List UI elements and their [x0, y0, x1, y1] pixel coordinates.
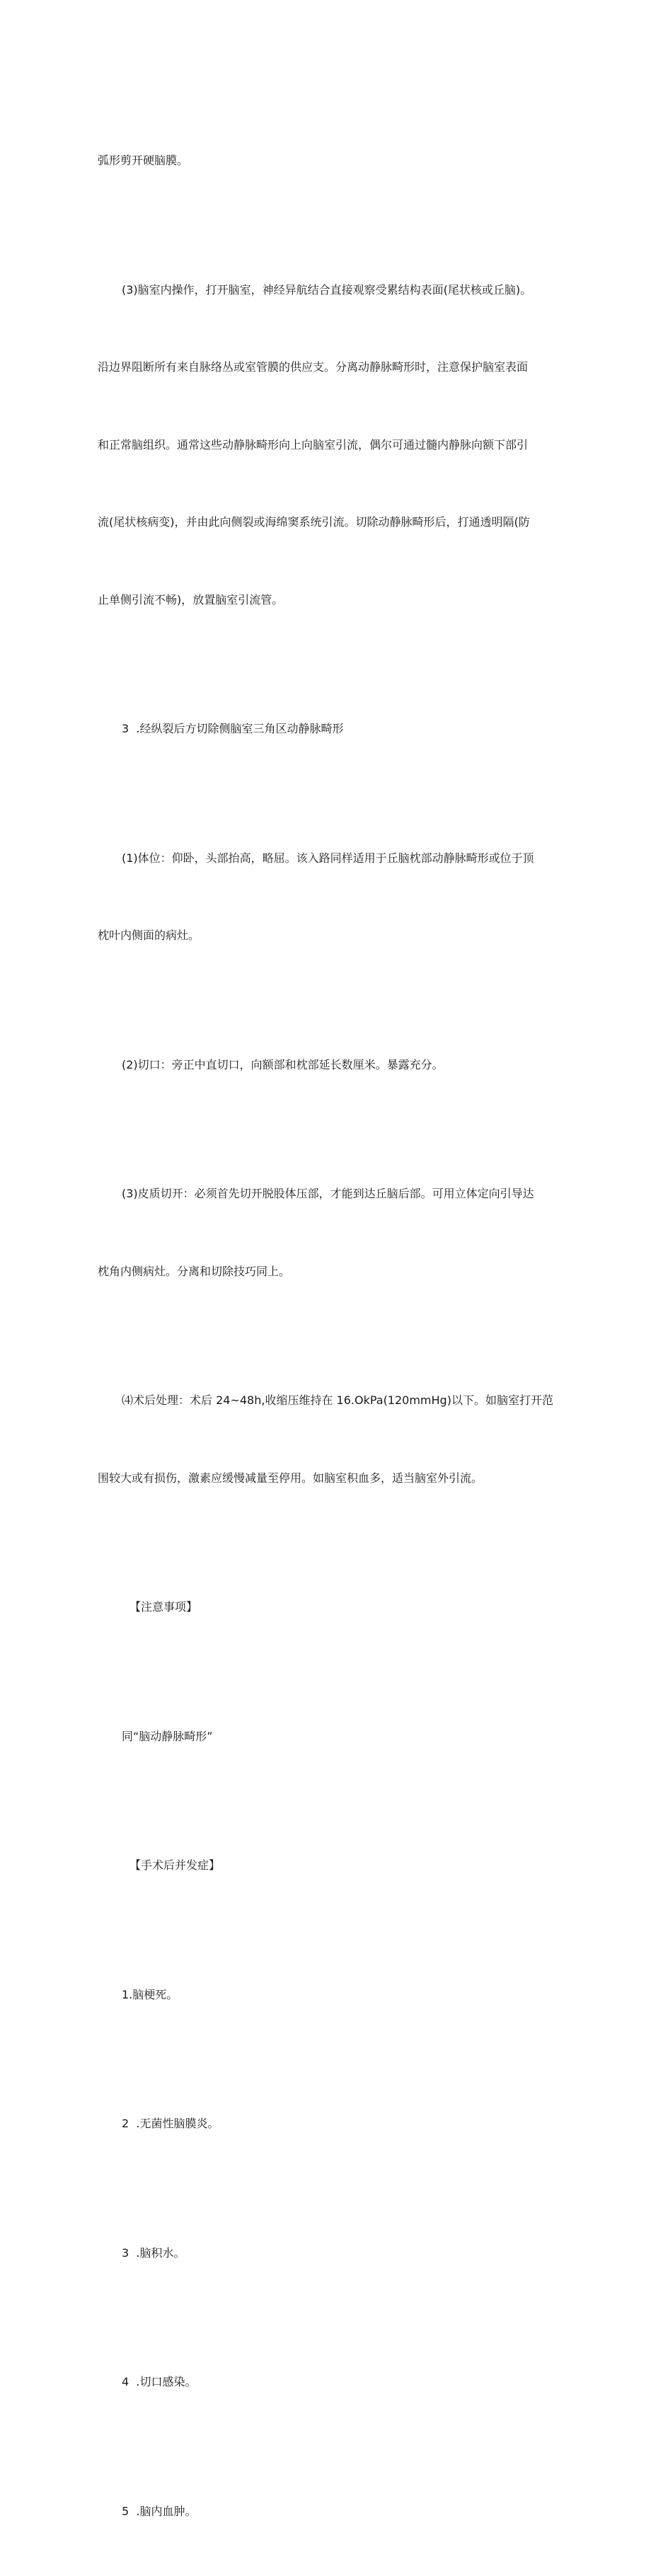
- text-line: 围较大或有损伤，激素应缓慢减量至停用。如脑室积血多，适当脑室外引流。: [98, 1466, 559, 1492]
- text-line: 止单侧引流不畅)，放置脑室引流管。: [98, 587, 559, 614]
- text-line: 5 .脑内血肿。: [98, 2499, 559, 2525]
- text-line: (3)脑室内操作，打开脑室，神经异航结合直接观察受累结构表面(尾状核或丘脑)。: [98, 277, 559, 304]
- section-heading-3: [98, 665, 559, 794]
- complication-item: [98, 1931, 559, 2060]
- document-page: [98, 96, 559, 2576]
- text-line: (2)切口：旁正中直切口，向额部和枕部延长数厘米。暴露充分。: [98, 1052, 559, 1079]
- heading-complications: [98, 1801, 559, 1931]
- text-line: 3 .经纵裂后方切除侧脑室三角区动静脉畸形: [98, 716, 559, 742]
- paragraph-same-as: [98, 1672, 559, 1802]
- text-line: 3 .脑积水。: [98, 2241, 559, 2267]
- paragraph-cortical-incision: [98, 1129, 559, 1336]
- text-line: 【手术后并发症】: [98, 1853, 559, 1879]
- text-line: 枕角内侧病灶。分离和切除技巧同上。: [98, 1259, 559, 1285]
- paragraph-dura-continuation: [98, 96, 559, 226]
- text-line: 沿边界阻断所有来自脉络丛或室管膜的供应支。分离动静脉畸形时，注意保护脑室表面: [98, 355, 559, 381]
- text-line: ⑷术后处理：术后 24~48h,收缩压维持在 16.OkPa(120mmHg)以下。如脑室打开范: [98, 1388, 559, 1414]
- complication-item: [98, 2059, 559, 2189]
- text-line: 流(尾状核病变)，并由此向侧裂或海绵窦系统引流。切除动静脉畸形后，打通透明隔(防: [98, 510, 559, 536]
- complication-item: [98, 2447, 559, 2576]
- complication-item: [98, 2189, 559, 2318]
- paragraph-incision: [98, 1001, 559, 1130]
- text-line: 弧形剪开硬脑膜。: [98, 148, 559, 174]
- text-line: 同“脑动静脉畸形”: [98, 1724, 559, 1750]
- paragraph-position: [98, 794, 559, 1001]
- text-line: 枕叶内侧面的病灶。: [98, 923, 559, 949]
- complication-item: [98, 2318, 559, 2447]
- text-line: (3)皮质切开：必须首先切开脱股体压部，才能到达丘脑后部。可用立体定向引导达: [98, 1181, 559, 1207]
- text-line: 4 .切口感染。: [98, 2369, 559, 2396]
- text-line: 【注意事项】: [98, 1594, 559, 1621]
- heading-precautions: [98, 1543, 559, 1672]
- text-line: 2 .无菌性脑膜炎。: [98, 2111, 559, 2137]
- text-line: (1)体位：仰卧，头部抬高，略屈。该入路同样适用于丘脑枕部动静脉畸形或位于顶: [98, 846, 559, 872]
- paragraph-intraventricular-operation: [98, 226, 559, 665]
- paragraph-postoperative-care: [98, 1336, 559, 1543]
- text-line: 和正常脑组织。通常这些动静脉畸形向上向脑室引流，偶尔可通过髓内静脉向额下部引: [98, 432, 559, 459]
- text-line: 1.脑梗死。: [98, 1982, 559, 2008]
